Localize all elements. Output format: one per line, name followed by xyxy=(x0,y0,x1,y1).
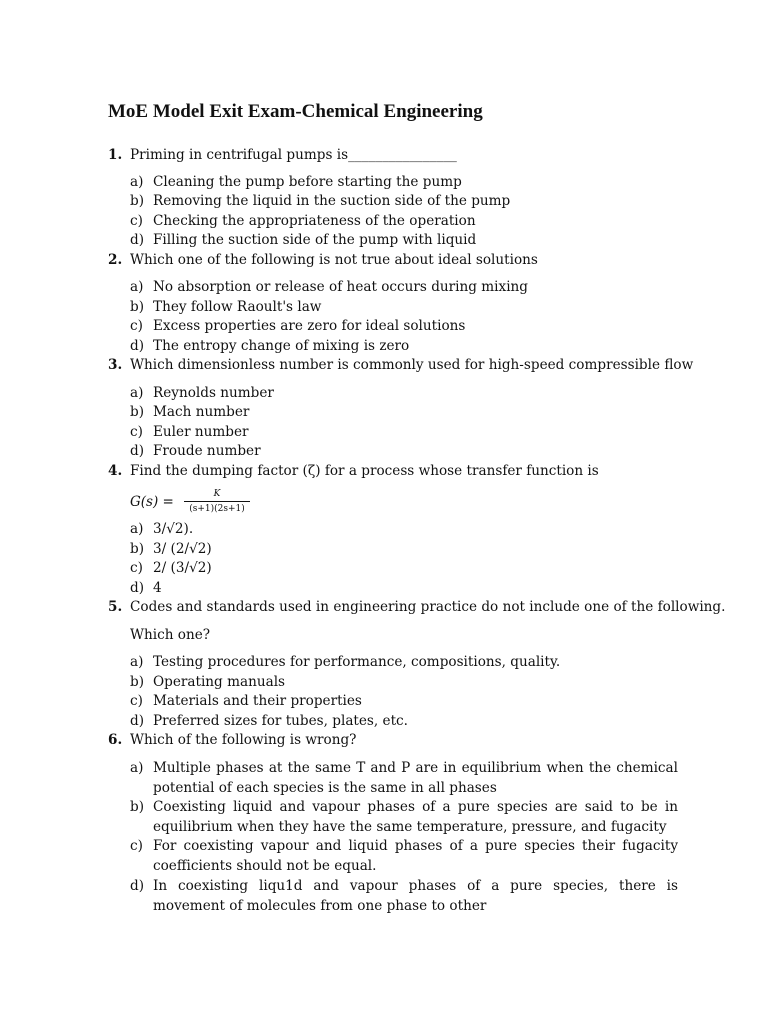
option-text: Froude number xyxy=(153,443,261,459)
option-text: 3/√2). xyxy=(153,521,194,537)
option-text: Multiple phases at the same T and P are in equilibrium when the chemical potential of each species is the same in all phases xyxy=(153,760,678,796)
question-text: Which of the following is wrong? xyxy=(130,732,357,748)
option-letter: c) xyxy=(130,838,143,854)
option-letter: a) xyxy=(130,385,144,401)
option-text: They follow Raoult's law xyxy=(153,299,322,315)
question-number: 1. xyxy=(108,147,123,163)
option-text: Mach number xyxy=(153,404,250,420)
question-text: Priming in centrifugal pumps is________________ xyxy=(130,147,457,163)
option-letter: b) xyxy=(130,404,145,420)
question-number: 2. xyxy=(108,252,123,268)
option-letter: a) xyxy=(130,279,144,295)
question-text: Which one of the following is not true about ideal solutions xyxy=(130,252,538,268)
option-text: 2/ (3/√2) xyxy=(153,560,212,576)
option-letter: c) xyxy=(130,693,143,709)
option-text: Cleaning the pump before starting the pump xyxy=(153,174,462,190)
page-title: MoE Model Exit Exam-Chemical Engineering xyxy=(108,101,483,122)
option-letter: c) xyxy=(130,424,143,440)
option-text: Filling the suction side of the pump with liquid xyxy=(153,232,477,248)
option-text: Coexisting liquid and vapour phases of a pure species are said to be in equilibrium when they have the same temperature, pressure, and fugacity xyxy=(153,799,678,835)
option-text: The entropy change of mixing is zero xyxy=(153,338,410,354)
option-text: Reynolds number xyxy=(153,385,274,401)
question-number: 4. xyxy=(108,463,123,479)
option-text: Preferred sizes for tubes, plates, etc. xyxy=(153,713,408,729)
option-text: Removing the liquid in the suction side of the pump xyxy=(153,193,511,209)
formula-fraction xyxy=(184,488,250,515)
option-letter: d) xyxy=(130,443,145,459)
question-text-continued: Which one? xyxy=(130,627,211,643)
option-letter: d) xyxy=(130,713,145,729)
option-letter: b) xyxy=(130,541,145,557)
option-text: Excess properties are zero for ideal solutions xyxy=(153,318,466,334)
option-letter: b) xyxy=(130,299,145,315)
option-letter: a) xyxy=(130,654,144,670)
question-number: 6. xyxy=(108,732,123,748)
option-letter: c) xyxy=(130,318,143,334)
option-letter: d) xyxy=(130,878,145,894)
option-letter: a) xyxy=(130,521,144,537)
question-number: 5. xyxy=(108,599,123,615)
option-text: Checking the appropriateness of the operation xyxy=(153,213,476,229)
question-text: Find the dumping factor (ζ) for a process whose transfer function is xyxy=(130,463,599,479)
option-text: For coexisting vapour and liquid phases of a pure species their fugacity coefficients should not be equal. xyxy=(153,838,678,874)
option-text: In coexisting liqu1d and vapour phases of a pure species, there is movement of molecules from one phase to other xyxy=(153,878,678,914)
option-text: 3/ (2/√2) xyxy=(153,541,212,557)
option-text: Materials and their properties xyxy=(153,693,362,709)
option-letter: b) xyxy=(130,674,145,690)
question-number: 3. xyxy=(108,357,123,373)
question-text: Codes and standards used in engineering practice do not include one of the following. xyxy=(130,599,726,615)
option-letter: d) xyxy=(130,232,145,248)
option-text: Euler number xyxy=(153,424,249,440)
option-text: Operating manuals xyxy=(153,674,286,690)
option-text: No absorption or release of heat occurs during mixing xyxy=(153,279,528,295)
option-letter: a) xyxy=(130,174,144,190)
formula-denominator: (s+1)(2s+1) xyxy=(189,504,245,514)
fraction-bar xyxy=(184,501,250,502)
formula-numerator: K xyxy=(213,489,221,499)
option-letter: b) xyxy=(130,193,145,209)
transfer-function-formula xyxy=(130,488,270,520)
option-letter: c) xyxy=(130,560,143,576)
option-letter: c) xyxy=(130,213,143,229)
option-letter: d) xyxy=(130,338,145,354)
option-letter: b) xyxy=(130,799,145,815)
formula-lhs: G(s) = xyxy=(130,494,174,510)
option-letter: d) xyxy=(130,580,145,596)
question-text: Which dimensionless number is commonly used for high-speed compressible flow xyxy=(130,357,694,373)
option-text: 4 xyxy=(153,580,162,596)
option-text: Testing procedures for performance, compositions, quality. xyxy=(153,654,561,670)
option-letter: a) xyxy=(130,760,144,776)
